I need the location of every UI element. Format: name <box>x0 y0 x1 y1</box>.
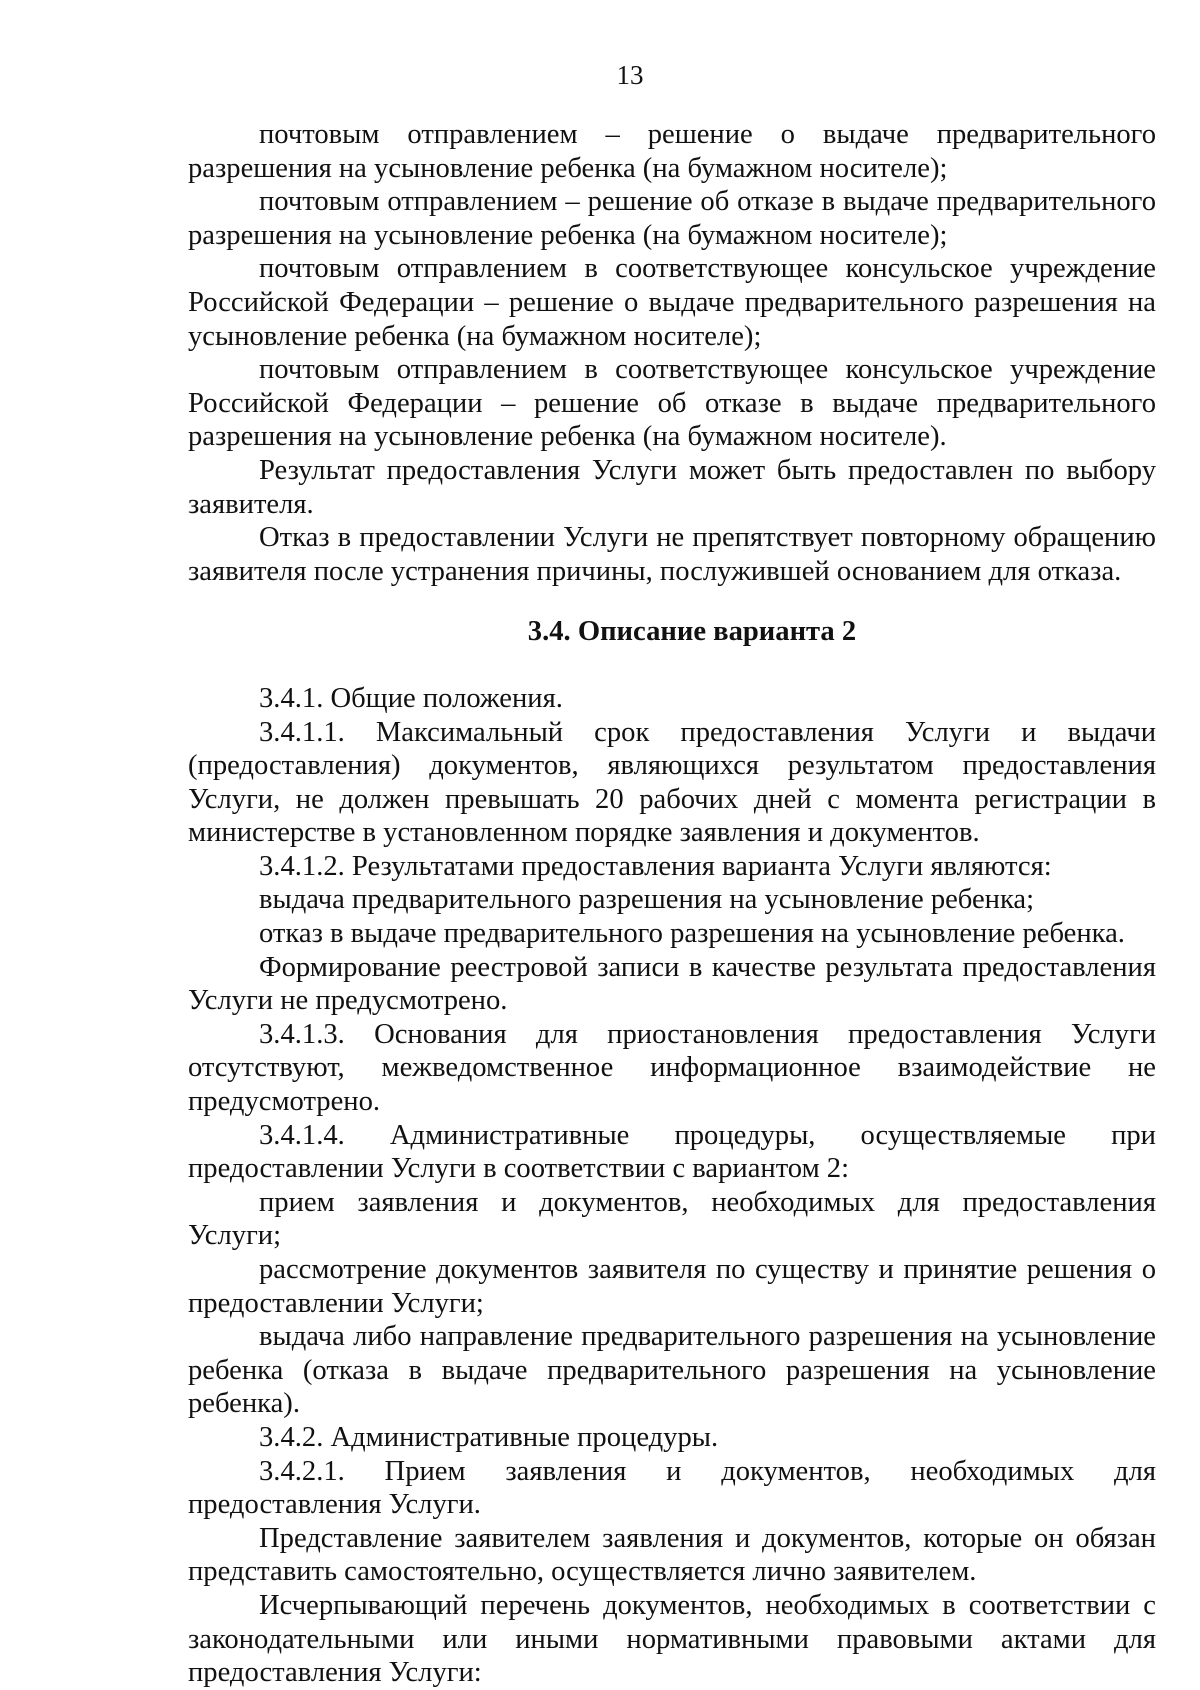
paragraph-result-choice: Результат предоставления Услуги может быть предоставлен по выбору заявителя. <box>188 454 1156 520</box>
paragraph-result-issue: выдача предварительного разрешения на усыновление ребенка; <box>259 884 1035 916</box>
paragraph-mail-issue-decision: почтовым отправлением – решение о выдаче предварительного разрешения на усыновление ребенка (на бумажном носителе); <box>188 119 1156 184</box>
paragraph-submission-in-person: Представление заявителем заявления и документов, которые он обязан представить самостоятельно, осуществляется лично заявителем. <box>188 1522 1156 1588</box>
paragraph-consulate-refusal-decision: почтовым отправлением в соответствующее консульское учреждение Российской Федерации – решение об отказе в выдаче предварительного разрешения на усыновление ребенка (на бумажном носителе). <box>188 354 1156 453</box>
paragraph-refusal-no-obstacle: Отказ в предоставлении Услуги не препятствует повторному обращению заявителя после устранения причины, послужившей основанием для отказа. <box>188 522 1156 587</box>
paragraph-mail-refusal-decision: почтовым отправлением – решение об отказе в выдаче предварительного разрешения на усыновление ребенка (на бумажном носителе); <box>188 186 1156 251</box>
paragraph-3-4-2: 3.4.2. Административные процедуры. <box>259 1421 719 1453</box>
page-number: 13 <box>616 60 644 90</box>
paragraph-consulate-issue-decision: почтовым отправлением в соответствующее консульское учреждение Российской Федерации – решение о выдаче предварительного разрешения на усыновление ребенка (на бумажном носителе); <box>188 253 1156 352</box>
paragraph-3-4-2-1: 3.4.2.1. Прием заявления и документов, необходимых для предоставления Услуги. <box>188 1455 1156 1521</box>
paragraph-3-4-1-4: 3.4.1.4. Административные процедуры, осуществляемые при предоставлении Услуги в соответствии с вариантом 2: <box>188 1119 1156 1185</box>
paragraph-3-4-1-3: 3.4.1.3. Основания для приостановления предоставления Услуги отсутствуют, межведомственное информационное взаимодействие не предусмотрено. <box>188 1018 1156 1118</box>
paragraph-procedure-issuance: выдача либо направление предварительного разрешения на усыновление ребенка (отказа в выдаче предварительного разрешения на усыновление ребенка). <box>188 1321 1156 1420</box>
paragraph-3-4-1-2: 3.4.1.2. Результатами предоставления варианта Услуги являются: <box>259 850 1052 882</box>
paragraph-3-4-1-1: 3.4.1.1. Максимальный срок предоставления Услуги и выдачи (предоставления) документов, являющихся результатом предоставления Услуги, не должен превышать 20 рабочих дней с момента регистрации в министерстве в установленном порядке заявления и документов. <box>188 716 1156 849</box>
paragraph-procedure-review: рассмотрение документов заявителя по существу и принятие решения о предоставлении Услуги; <box>188 1254 1156 1319</box>
paragraph-registry-record: Формирование реестровой записи в качестве результата предоставления Услуги не предусмотрено. <box>188 951 1156 1017</box>
paragraph-procedure-reception: прием заявления и документов, необходимых для предоставления Услуги; <box>188 1186 1156 1252</box>
paragraph-documents-list-intro: Исчерпывающий перечень документов, необходимых в соответствии с законодательными или иными нормативными правовыми актами для предоставления Услуги: <box>188 1589 1156 1689</box>
section-heading: 3.4. Описание варианта 2 <box>527 616 857 648</box>
document-body <box>188 118 1156 1690</box>
paragraph-3-4-1: 3.4.1. Общие положения. <box>259 682 563 714</box>
paragraph-result-refusal: отказ в выдаче предварительного разрешения на усыновление ребенка. <box>259 918 1125 950</box>
